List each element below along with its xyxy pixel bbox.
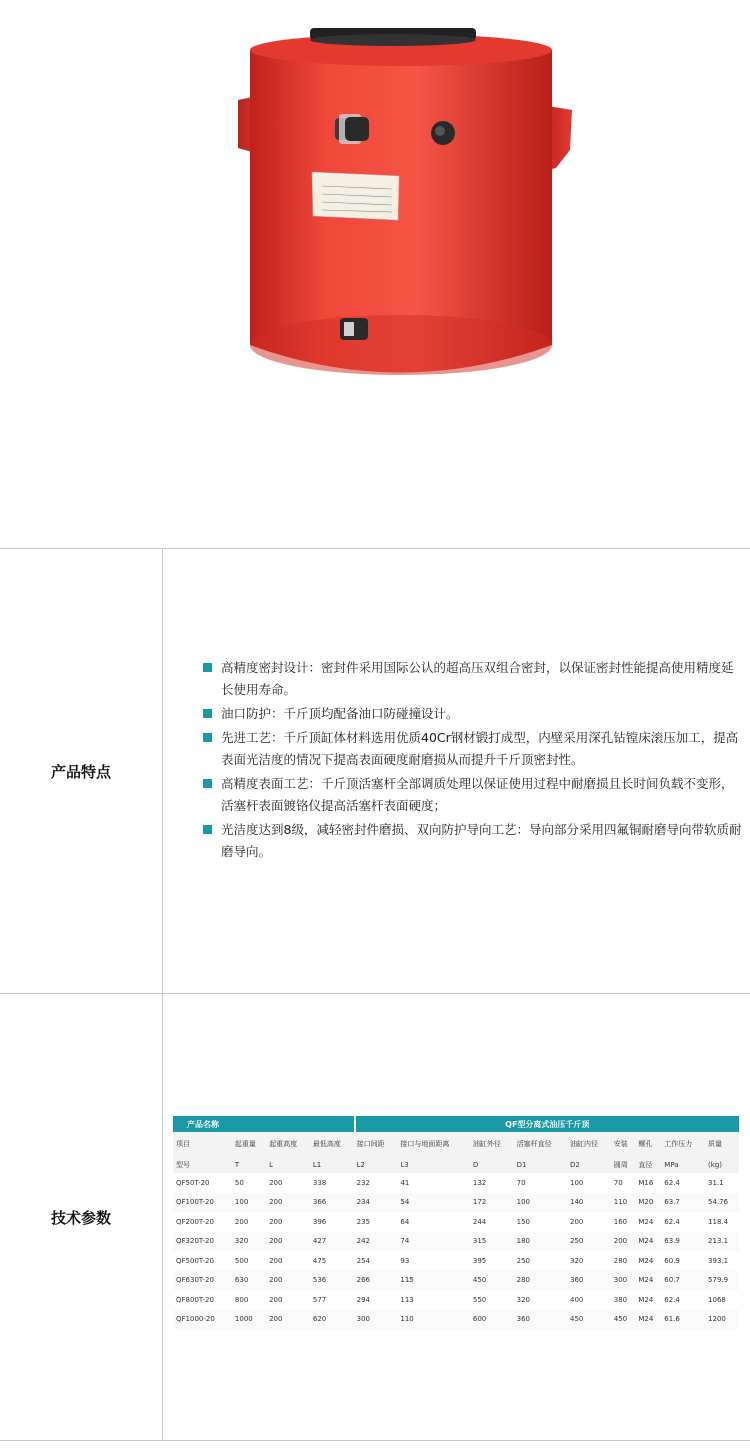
table-cell: 110 [612, 1193, 637, 1213]
table-cell: 200 [569, 1217, 584, 1226]
column-header: 项目 [173, 1132, 233, 1156]
features-content [163, 549, 750, 993]
feature-item: 高精度密封设计：密封件采用国际公认的超高压双组合密封，以保证密封性能提高使用精度延长使用寿命。 [203, 657, 743, 701]
table-cell: 320 [569, 1256, 584, 1265]
table-cell: M24 [638, 1256, 654, 1265]
table-row [173, 1193, 739, 1213]
table-cell: 113 [400, 1295, 414, 1304]
table-title: QF型分离式油压千斤顶 [355, 1116, 739, 1132]
table-header-row [173, 1116, 739, 1132]
table-cell: 400 [569, 1295, 584, 1304]
table-cell: 242 [355, 1232, 399, 1252]
table-cell: 360 [568, 1271, 612, 1291]
unit-cell: D2 [568, 1156, 612, 1173]
table-row [173, 1173, 739, 1193]
table-cell: 62.4 [664, 1295, 680, 1304]
feature-item: 油口防护：千斤顶均配备油口防碰撞设计。 [203, 703, 743, 725]
table-cell: 200 [267, 1310, 311, 1330]
table-cell: M24 [638, 1295, 654, 1304]
table-cell: 450 [471, 1271, 515, 1291]
table-cell: 800 [234, 1295, 249, 1304]
unit-cell: D [471, 1156, 515, 1173]
table-cell: 360 [515, 1310, 568, 1330]
unit-cell: 直径 [636, 1156, 662, 1173]
table-cell: QF630T-20 [173, 1271, 233, 1291]
column-header: 油缸内径 [568, 1132, 612, 1156]
table-cell: 60.9 [664, 1256, 680, 1265]
table-cell: QF100T-20 [173, 1193, 233, 1213]
table-cell: 396 [312, 1217, 327, 1226]
table-cell: 294 [356, 1295, 370, 1304]
table-cell: M24 [636, 1271, 662, 1291]
table-cell: M24 [636, 1310, 662, 1330]
unit-cell: (kg) [706, 1156, 739, 1173]
square-bullet-icon [203, 825, 212, 834]
column-header: 工作压力 [662, 1132, 706, 1156]
column-header: 起重量 [233, 1132, 267, 1156]
table-cell: 620 [311, 1310, 355, 1330]
table-cell: 63.7 [662, 1193, 706, 1213]
table-cell: 250 [516, 1256, 531, 1265]
table-row [173, 1310, 739, 1330]
unit-cell: L1 [311, 1156, 355, 1173]
column-header: 安装 [612, 1132, 637, 1156]
parameters-row [0, 994, 750, 1441]
table-cell: 254 [356, 1256, 370, 1265]
table-cell: 150 [516, 1217, 531, 1226]
table-cell: 70 [516, 1178, 526, 1187]
table-cell: 393.1 [708, 1256, 729, 1265]
table-cell: 115 [398, 1271, 470, 1291]
table-cell: QF200T-20 [176, 1217, 214, 1226]
table-cell: 60.7 [662, 1271, 706, 1291]
column-header: 质量 [706, 1132, 739, 1156]
feature-item: 先进工艺：千斤顶缸体材料选用优质40Cr钢材锻打成型，内壁采用深孔钻镗床滚压加工，提高表面光洁度的情况下提高表面硬度耐磨损从而提升千斤顶密封性。 [203, 727, 743, 771]
product-photo [0, 0, 750, 548]
table-cell: 62.4 [664, 1217, 680, 1226]
table-cell: 500 [234, 1256, 249, 1265]
table-row [173, 1232, 739, 1252]
table-cell: 70 [613, 1178, 623, 1187]
table-cell: M20 [636, 1193, 662, 1213]
table-cell: 280 [613, 1256, 628, 1265]
table-cell: 1068 [708, 1295, 726, 1304]
table-cell: QF320T-20 [173, 1232, 233, 1252]
table-cell: 100 [233, 1193, 267, 1213]
table-cell: 536 [311, 1271, 355, 1291]
square-bullet-icon [203, 733, 212, 742]
table-cell: 630 [233, 1271, 267, 1291]
parameters-label: 技术参数 [0, 994, 163, 1441]
table-cell: 160 [613, 1217, 628, 1226]
table-cell: 61.6 [662, 1310, 706, 1330]
features-row [0, 549, 750, 994]
table-cell: 200 [612, 1232, 637, 1252]
column-header-row [173, 1132, 739, 1156]
unit-cell: D1 [515, 1156, 568, 1173]
table-cell: 550 [472, 1295, 487, 1304]
table-cell: 180 [515, 1232, 568, 1252]
table-cell: QF1000-20 [173, 1310, 233, 1330]
column-header: 螺孔 [636, 1132, 662, 1156]
spec-table [0, 548, 750, 1441]
table-cell: 200 [269, 1295, 283, 1304]
square-bullet-icon [203, 709, 212, 718]
table-cell: 63.9 [662, 1232, 706, 1252]
table-cell: 266 [355, 1271, 399, 1291]
table-cell: 244 [472, 1217, 487, 1226]
table-cell: 320 [233, 1232, 267, 1252]
table-cell: 213.1 [706, 1232, 739, 1252]
table-cell: QF50T-20 [176, 1178, 210, 1187]
column-header: 最低高度 [311, 1132, 355, 1156]
unit-cell: L3 [398, 1156, 470, 1173]
nameplate [312, 172, 399, 220]
table-cell: 380 [613, 1295, 628, 1304]
table-cell: 200 [267, 1271, 311, 1291]
table-cell: QF800T-20 [176, 1295, 214, 1304]
table-cell: 250 [568, 1232, 612, 1252]
features-label: 产品特点 [0, 549, 163, 993]
product-name-header: 产品名称 [173, 1116, 355, 1132]
table-cell: 320 [516, 1295, 531, 1304]
table-cell: 315 [471, 1232, 515, 1252]
table-cell: M16 [638, 1178, 654, 1187]
table-cell: QF500T-20 [176, 1256, 214, 1265]
table-cell: 366 [311, 1193, 355, 1213]
table-row [173, 1212, 739, 1232]
table-cell: 93 [400, 1256, 410, 1265]
table-cell: 50 [234, 1178, 244, 1187]
table-cell: 31.1 [708, 1178, 724, 1187]
table-cell: 74 [398, 1232, 470, 1252]
table-cell: 280 [515, 1271, 568, 1291]
table-cell: 118.4 [708, 1217, 729, 1226]
table-cell: 300 [355, 1310, 399, 1330]
unit-cell: 型号 [173, 1156, 233, 1173]
column-header: 接口与地面距离 [398, 1132, 470, 1156]
table-cell: 64 [400, 1217, 410, 1226]
table-cell: 600 [471, 1310, 515, 1330]
table-cell: 200 [267, 1193, 311, 1213]
table-cell: 338 [312, 1178, 327, 1187]
table-cell: 140 [568, 1193, 612, 1213]
table-cell: 579.9 [706, 1271, 739, 1291]
table-row [173, 1290, 739, 1310]
hydraulic-jack-illustration [0, 0, 750, 548]
feature-list [203, 657, 743, 865]
table-cell: 100 [569, 1178, 584, 1187]
table-cell: 1000 [233, 1310, 267, 1330]
unit-cell: L [267, 1156, 311, 1173]
unit-cell: 圆周 [612, 1156, 637, 1173]
table-cell: 450 [612, 1310, 637, 1330]
lower-oil-port [340, 318, 368, 340]
column-header: 起重高度 [267, 1132, 311, 1156]
table-cell: 100 [515, 1193, 568, 1213]
table-cell: 232 [356, 1178, 370, 1187]
unit-cell: L2 [355, 1156, 399, 1173]
table-cell: 200 [269, 1178, 283, 1187]
table-cell: 41 [400, 1178, 410, 1187]
table-cell: 577 [312, 1295, 327, 1304]
table-cell: 62.4 [664, 1178, 680, 1187]
table-cell: 300 [612, 1271, 637, 1291]
table-cell: 1200 [706, 1310, 739, 1330]
table-cell: 200 [267, 1232, 311, 1252]
table-cell: 54.76 [706, 1193, 739, 1213]
table-cell: 200 [234, 1217, 249, 1226]
unit-cell: T [233, 1156, 267, 1173]
table-cell: 54 [398, 1193, 470, 1213]
table-row [173, 1271, 739, 1291]
feature-item: 光洁度达到8级，减轻密封件磨损、双向防护导向工艺：导向部分采用四氟铜耐磨导向带软质耐磨导向。 [203, 819, 743, 863]
table-cell: 475 [312, 1256, 327, 1265]
table-cell: M24 [638, 1217, 654, 1226]
table-cell: 450 [568, 1310, 612, 1330]
square-bullet-icon [203, 663, 212, 672]
upper-oil-port [335, 114, 369, 144]
side-oil-port [431, 121, 455, 145]
table-cell: 395 [472, 1256, 487, 1265]
table-cell: 172 [471, 1193, 515, 1213]
table-cell: 110 [398, 1310, 470, 1330]
square-bullet-icon [203, 779, 212, 788]
column-header: 接口间距 [355, 1132, 399, 1156]
column-header: 活塞杆直径 [515, 1132, 568, 1156]
table-cell: 132 [472, 1178, 487, 1187]
unit-cell: MPa [662, 1156, 706, 1173]
table-cell: 427 [311, 1232, 355, 1252]
parameters-content [163, 994, 750, 1441]
column-header: 油缸外径 [471, 1132, 515, 1156]
table-row [173, 1251, 739, 1271]
unit-row [173, 1156, 739, 1173]
feature-item: 高精度表面工艺：千斤顶活塞杆全部调质处理以保证使用过程中耐磨损且长时间负载不变形，活塞杆表面镀铬仪提高活塞杆表面硬度； [203, 773, 743, 817]
table-cell: 235 [356, 1217, 370, 1226]
table-cell: 200 [269, 1256, 283, 1265]
table-cell: 200 [269, 1217, 283, 1226]
table-cell: 234 [355, 1193, 399, 1213]
parameter-table [173, 1116, 739, 1329]
table-cell: M24 [636, 1232, 662, 1252]
